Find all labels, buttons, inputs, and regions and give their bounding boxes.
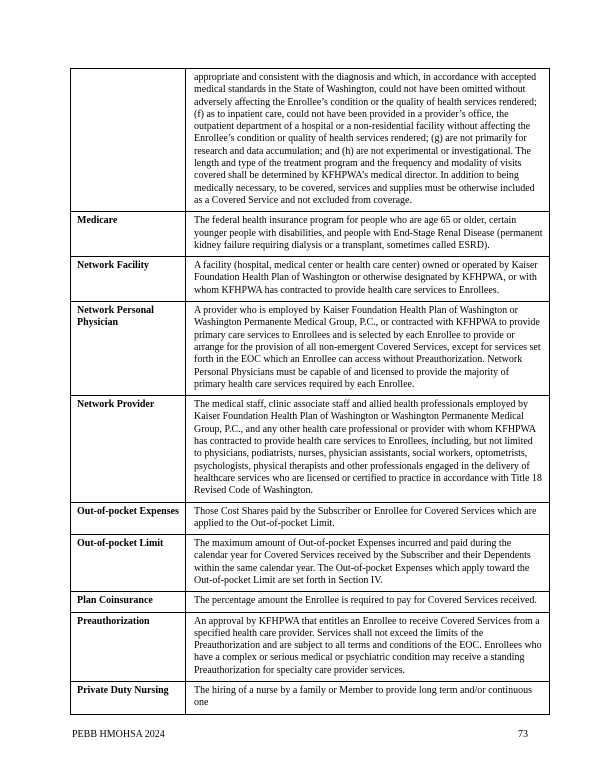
term-cell: Out-of-pocket Limit (71, 535, 186, 592)
table-row (71, 69, 550, 212)
table-row (71, 302, 550, 396)
table-row (71, 212, 550, 257)
definition-cell: Those Cost Shares paid by the Subscriber or Enrollee for Covered Services which are applied to the Out-of-pocket Limit. (186, 502, 550, 535)
term-cell: Network Personal Physician (71, 302, 186, 396)
definition-cell: The hiring of a nurse by a family or Member to provide long term and/or continuous one (186, 682, 550, 715)
definition-cell: The federal health insurance program for people who are age 65 or older, certain younger people with disabilities, and people with End-Stage Renal Disease (permanent kidney failure requiring dialysis or a transplant, sometimes called ESRD). (186, 212, 550, 257)
table-row (71, 612, 550, 681)
definition-cell: The maximum amount of Out-of-pocket Expenses incurred and paid during the calendar year for Covered Services received by the Subscriber and their Dependents within the same calendar year. The Out-of-pocket Expenses which apply toward the Out-of-pocket Limit are set forth in Section IV. (186, 535, 550, 592)
page-footer (72, 729, 528, 741)
table-row (71, 502, 550, 535)
definition-cell: A provider who is employed by Kaiser Foundation Health Plan of Washington or Washington Permanente Medical Group, P.C., or contracted with KFHPWA to provide primary care services to Enrollees and is selected by each Enrollee to provide or arrange for the provision of all non-emergent Covered Services, except for services set forth in the EOC which an Enrollee can access without Preauthorization. Network Personal Physicians must be capable of and licensed to provide the majority of primary health care services required by each Enrollee. (186, 302, 550, 396)
term-cell: Network Provider (71, 396, 186, 502)
definitions-table (70, 68, 550, 715)
definition-cell: An approval by KFHPWA that entitles an Enrollee to receive Covered Services from a specified health care provider. Services shall not exceed the limits of the Preauthorization and are subject to all terms and conditions of the EOC. Enrollees who have a complex or serious medical or psychiatric condition may receive a standing Preauthorization for specialty care provider services. (186, 612, 550, 681)
term-cell (71, 69, 186, 212)
definition-cell: A facility (hospital, medical center or health care center) owned or operated by Kaiser Foundation Health Plan of Washington or otherwise designated by KFHPWA, or with whom KFHPWA has contracted to provide health care services to Enrollees. (186, 257, 550, 302)
term-cell: Plan Coinsurance (71, 592, 186, 612)
term-cell: Out-of-pocket Expenses (71, 502, 186, 535)
table-row (71, 257, 550, 302)
term-cell: Medicare (71, 212, 186, 257)
table-row (71, 535, 550, 592)
definition-cell: appropriate and consistent with the diagnosis and which, in accordance with accepted medical standards in the State of Washington, could not have been omitted without adversely affecting the Enrollee’s condition or the quality of health services rendered; (f) as to inpatient care, could not have been provided in a provider’s office, the outpatient department of a hospital or a non-residential facility without affecting the Enrollee’s condition or quality of health services rendered; (g) are not primarily for research and data accumulation; and (h) are not experimental or investigational. The length and type of the treatment program and the frequency and modality of visits covered shall be determined by KFHPWA’s medical director. In addition to being medically necessary, to be covered, services and supplies must be otherwise included as a Covered Service and not excluded from coverage. (186, 69, 550, 212)
term-cell: Private Duty Nursing (71, 682, 186, 715)
table-row (71, 396, 550, 502)
definition-cell: The medical staff, clinic associate staff and allied health professionals employed by Kaiser Foundation Health Plan of Washington or Washington Permanente Medical Group, P.C., and any other health care professional or provider with whom KFHPWA has contracted to provide health care services to Enrollees, including, but not limited to physicians, podiatrists, nurses, physician assistants, social workers, optometrists, psychologists, physical therapists and other professionals engaged in the delivery of healthcare services who are licensed or certified to practice in accordance with Title 18 Revised Code of Washington. (186, 396, 550, 502)
footer-page-number: 73 (518, 729, 528, 740)
table-row (71, 592, 550, 612)
definition-cell: The percentage amount the Enrollee is required to pay for Covered Services received. (186, 592, 550, 612)
footer-document-id: PEBB HMOHSA 2024 (72, 729, 165, 740)
term-cell: Network Facility (71, 257, 186, 302)
term-cell: Preauthorization (71, 612, 186, 681)
table-row (71, 682, 550, 715)
